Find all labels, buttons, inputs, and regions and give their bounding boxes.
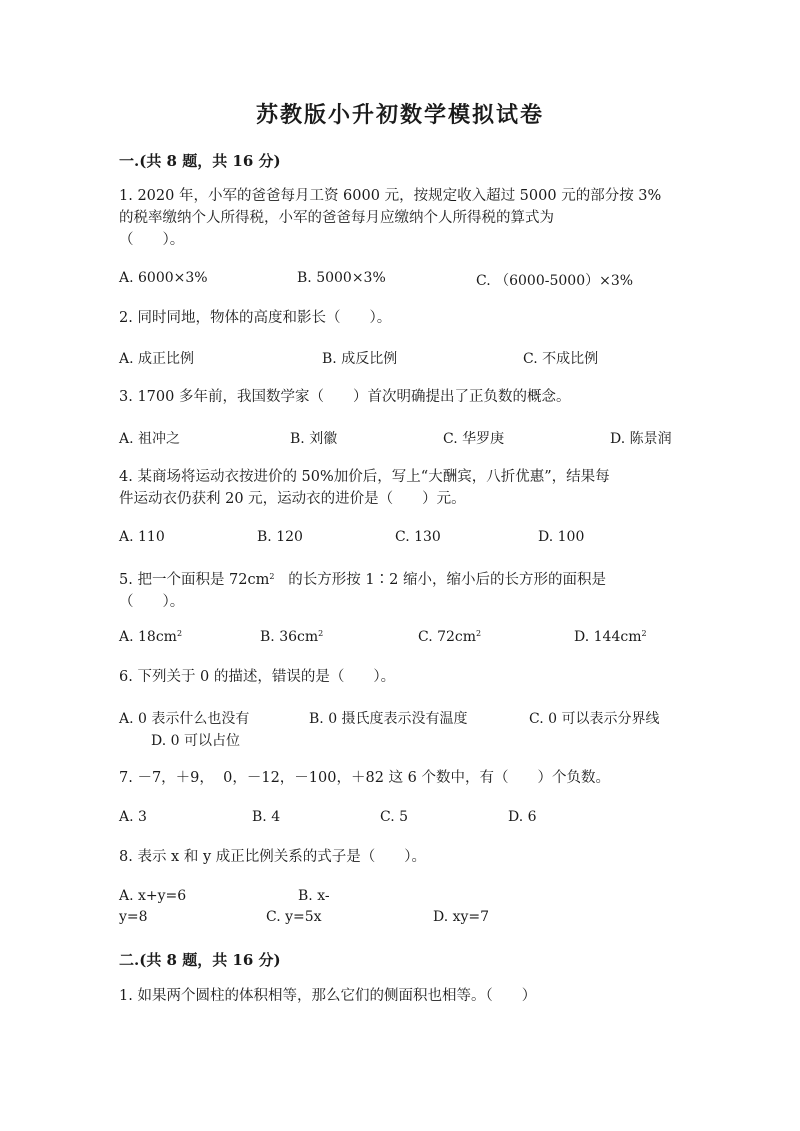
- q3-option-c[interactable]: C. 华罗庚: [443, 431, 505, 447]
- q5-option-d[interactable]: D. $144cm^2$: [574, 629, 647, 645]
- q3-option-a[interactable]: A. 祖冲之: [119, 431, 181, 447]
- question-6: 6. 下列关于 0 的描述，错误的是（ ）。: [119, 669, 396, 685]
- question-2: 2. 同时同地，物体的高度和影长（ ）。: [119, 310, 392, 326]
- q8-option-b[interactable]: B. x-: [298, 888, 330, 904]
- question-1-line-3: （ ）。: [119, 232, 185, 248]
- q1-option-b[interactable]: B. 5000×3%: [297, 270, 386, 286]
- q2-option-c[interactable]: C. 不成比例: [523, 351, 599, 367]
- section-2-question-1: 1. 如果两个圆柱的体积相等，那么它们的侧面积也相等。（ ）: [119, 988, 537, 1004]
- question-5-line-1b: 的长方形按 1∶2 缩小，缩小后的长方形的面积是: [288, 572, 606, 588]
- q7-option-b[interactable]: B. 4: [252, 809, 281, 825]
- question-1-line-1: 1. 2020 年，小军的爸爸每月工资 6000 元，按规定收入超过 5000 元的部分按 3%: [119, 188, 662, 204]
- q5-option-c[interactable]: C. $72cm^2$: [418, 629, 482, 645]
- q3-option-d[interactable]: D. 陈景润: [610, 431, 672, 447]
- q1-option-c[interactable]: C. （6000-5000）×3%: [476, 273, 634, 289]
- q1-option-a[interactable]: A. 6000×3%: [119, 270, 208, 286]
- question-3: 3. 1700 多年前，我国数学家（ ）首次明确提出了正负数的概念。: [119, 389, 571, 405]
- question-1: [119, 185, 684, 251]
- question-4-line-2: 件运动衣仍获利 20 元，运动衣的进价是（ ）元。: [119, 491, 466, 507]
- q8-option-b-cont: y=8: [119, 909, 148, 925]
- q8-option-d[interactable]: D. xy=7: [433, 909, 490, 925]
- q7-option-d[interactable]: D. 6: [508, 809, 537, 825]
- q6-option-a[interactable]: A. 0 表示什么也没有: [119, 711, 250, 727]
- question-5-line-2: （ ）。: [119, 594, 185, 610]
- q3-option-b[interactable]: B. 刘徽: [290, 431, 338, 447]
- q6-option-d[interactable]: D. 0 可以占位: [151, 733, 240, 749]
- q4-option-c[interactable]: C. 130: [395, 529, 441, 545]
- question-7: 7. －7，＋9， 0，－12，－100，＋82 这 6 个数中，有（ ）个负数。: [119, 770, 610, 786]
- q2-option-b[interactable]: B. 成反比例: [322, 351, 398, 367]
- section-2-heading: 二.(共 8 题，共 16 分): [119, 951, 281, 969]
- q5-option-b[interactable]: B. $36cm^2$: [260, 629, 324, 645]
- q4-option-a[interactable]: A. 110: [119, 529, 165, 545]
- question-5: [119, 566, 684, 613]
- q4-option-d[interactable]: D. 100: [538, 529, 585, 545]
- question-1-line-2: 的税率缴纳个人所得税，小军的爸爸每月应缴纳个人所得税的算式为: [119, 210, 554, 226]
- q4-option-b[interactable]: B. 120: [257, 529, 303, 545]
- q7-option-c[interactable]: C. 5: [380, 809, 409, 825]
- q6-option-b[interactable]: B. 0 摄氏度表示没有温度: [309, 711, 468, 727]
- q8-option-a[interactable]: A. x+y=6: [119, 888, 187, 904]
- question-4-line-1: 4. 某商场将运动衣按进价的 50%加价后，写上“大酬宾，八折优惠”，结果每: [119, 469, 610, 485]
- section-1-heading: 一.(共 8 题，共 16 分): [119, 152, 281, 170]
- q6-option-c[interactable]: C. 0 可以表示分界线: [529, 711, 660, 727]
- question-8: 8. 表示 x 和 y 成正比例关系的式子是（ ）。: [119, 849, 426, 865]
- page-title: 苏教版小升初数学模拟试卷: [255, 102, 544, 128]
- question-4: [119, 466, 684, 510]
- superscript-2: 2: [269, 572, 275, 581]
- question-5-line-1: 5. 把一个面积是 72cm: [119, 572, 270, 588]
- q5-option-a[interactable]: A. $18cm^2$: [119, 629, 183, 645]
- q7-option-a[interactable]: A. 3: [119, 809, 147, 825]
- q8-option-c[interactable]: C. y=5x: [266, 909, 322, 925]
- q2-option-a[interactable]: A. 成正比例: [119, 351, 195, 367]
